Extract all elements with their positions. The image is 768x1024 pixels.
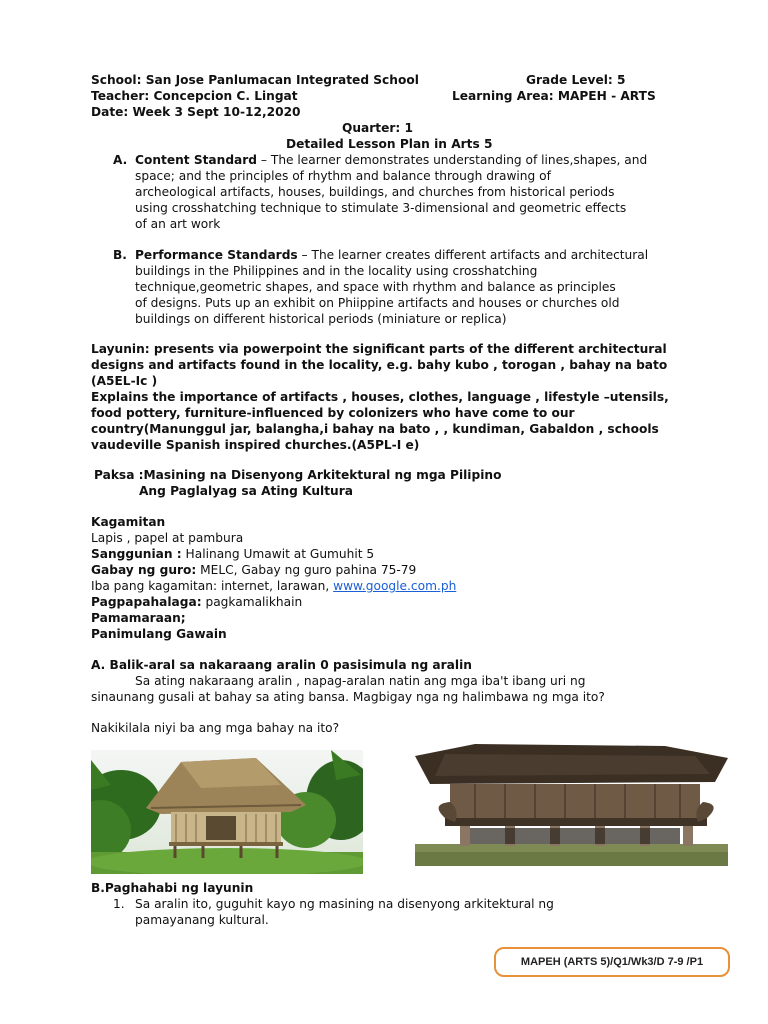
layunin-line-4: Explains the importance of artifacts , houses, clothes, language , lifestyle –utensils, (91, 390, 669, 404)
pamamaraan: Pamamaraan; (91, 611, 186, 625)
layunin-line-5: food pottery, furniture-influenced by colonizers who have come to our (91, 406, 575, 420)
layunin-line-6: country(Manunggul jar, balangha,i bahay na bato , , kundiman, Gabaldon , schools (91, 422, 659, 436)
plan-title: Detailed Lesson Plan in Arts 5 (286, 137, 493, 151)
paksa-line-2: Ang Paglalyag sa Ating Kultura (139, 484, 353, 498)
performance-standards-line-1: Performance Standards – The learner creates different artifacts and architectural (135, 248, 649, 262)
gabay-line: Gabay ng guro: MELC, Gabay ng guro pahina 75-79 (91, 563, 417, 577)
balik-aral-line-2: sinaunang gusali at bahay sa ating bansa. Magbigay nga ng halimbawa ng mga ito? (91, 690, 605, 704)
kagamitan-heading: Kagamitan (91, 515, 166, 529)
school-name: School: San Jose Panlumacan Integrated School (91, 73, 419, 87)
content-standard-line-4: using crosshatching technique to stimulate 3-dimensional and geometric effects (135, 201, 627, 215)
learning-area: Learning Area: MAPEH - ARTS (452, 89, 656, 103)
content-standard-line-1: Content Standard – The learner demonstrates understanding of lines,shapes, and (135, 153, 648, 167)
balik-aral-heading: A. Balik-aral sa nakaraang aralin 0 pasisimula ng aralin (91, 658, 472, 672)
layunin-line-1: Layunin: presents via powerpoint the significant parts of the different architectural (91, 342, 667, 356)
quarter: Quarter: 1 (342, 121, 413, 135)
torogan-house-photo (415, 744, 728, 866)
performance-standards-line-2: buildings in the Philippines and in the locality using crosshatching (135, 264, 538, 278)
layunin-line-7: vaudeville Spanish inspired churches.(A5PL-I e) (91, 438, 420, 452)
balik-aral-line-1: Sa ating nakaraang aralin , napag-aralan natin ang mga iba't ibang uri ng (135, 674, 586, 688)
content-standard-line-2: space; and the principles of rhythm and balance through drawing of (135, 169, 551, 183)
panimulang-gawain: Panimulang Gawain (91, 627, 227, 641)
balik-aral-question: Nakikilala niyi ba ang mga bahay na ito? (91, 721, 340, 735)
performance-standards-letter: B. (113, 248, 127, 262)
teacher-name: Teacher: Concepcion C. Lingat (91, 89, 298, 103)
sanggunian-line: Sanggunian : Halinang Umawit at Gumuhit 5 (91, 547, 375, 561)
paghahabi-item-line-1: Sa aralin ito, guguhit kayo ng masining na disenyong arkitektural ng (135, 897, 554, 911)
performance-standards-line-3: technique,geometric shapes, and space with rhythm and balance as principles (135, 280, 616, 294)
kagamitan-lapis: Lapis , papel at pambura (91, 531, 244, 545)
iba-pang-kagamitan-line: Iba pang kagamitan: internet, larawan, www.google.com.ph (91, 579, 457, 593)
layunin-line-2: designs and artifacts found in the locality, e.g. bahy kubo , torogan , bahay na bato (91, 358, 668, 372)
lesson-date: Date: Week 3 Sept 10-12,2020 (91, 105, 301, 119)
layunin-line-3: (A5EL-Ic ) (91, 374, 158, 388)
page-code-footer (494, 947, 730, 977)
paghahabi-heading: B.Paghahabi ng layunin (91, 881, 254, 895)
paghahabi-item-number: 1. (113, 897, 125, 911)
performance-standards-line-5: buildings on different historical periods (miniature or replica) (135, 312, 507, 326)
paksa-line-1: Paksa :Masining na Disenyong Arkitektural ng mga Pilipino (94, 468, 502, 482)
bahay-kubo-photo (91, 750, 363, 874)
paghahabi-item-line-2: pamayanang kultural. (135, 913, 269, 927)
performance-standards-line-4: of designs. Puts up an exhibit on Phiippine artifacts and houses or churches old (135, 296, 620, 310)
grade-level: Grade Level: 5 (526, 73, 626, 87)
page-code-text: MAPEH (ARTS 5)/Q1/Wk3/D 7-9 /P1 (520, 956, 704, 968)
content-standard-letter: A. (113, 153, 128, 167)
google-link[interactable]: www.google.com.ph (333, 579, 457, 593)
content-standard-line-5: of an art work (135, 217, 221, 231)
pagpapahalaga-line: Pagpapahalaga: pagkamalikhain (91, 595, 303, 609)
content-standard-line-3: archeological artifacts, houses, buildings, and churches from historical periods (135, 185, 615, 199)
